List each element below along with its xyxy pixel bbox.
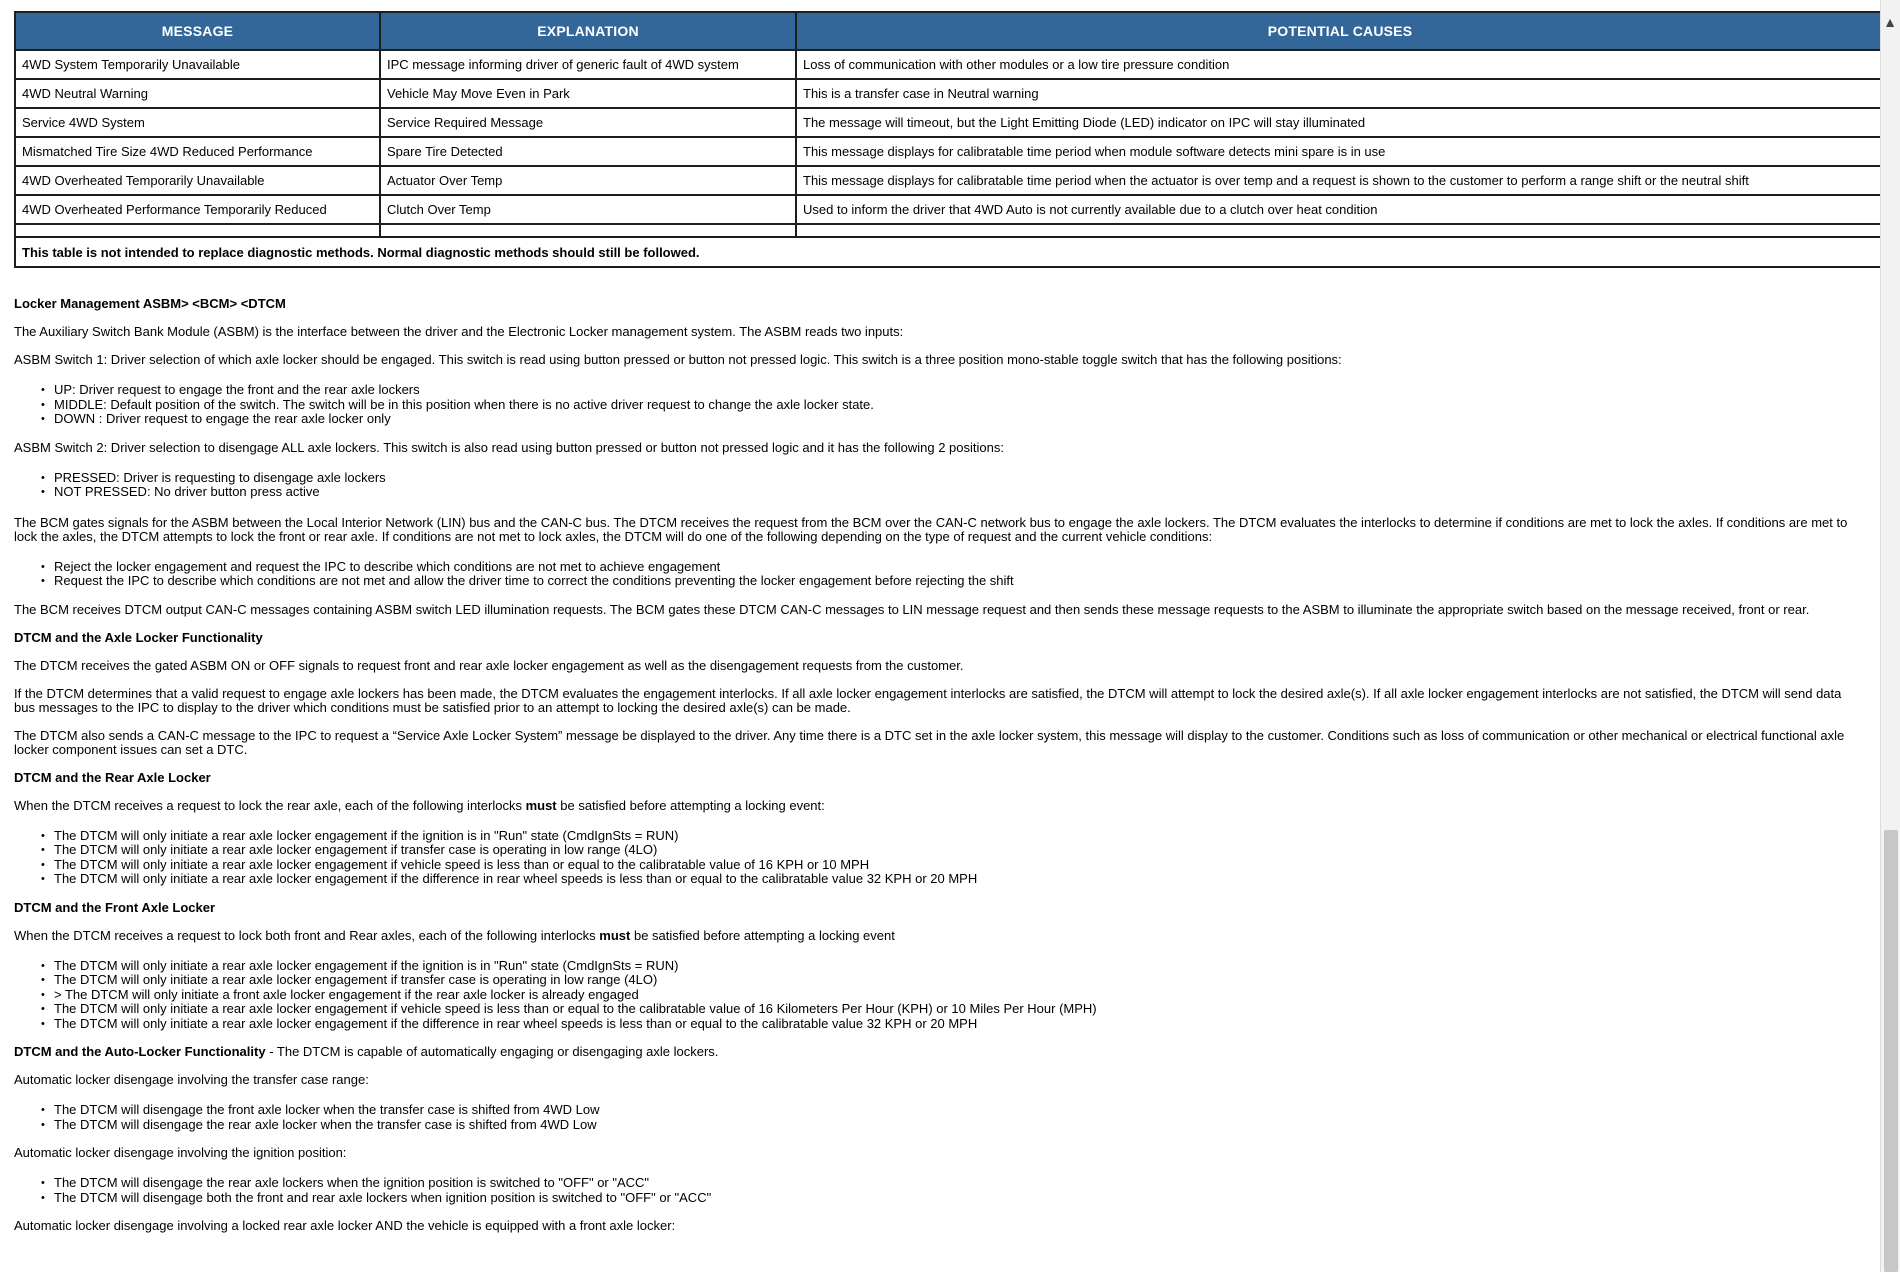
list-item: • The DTCM will only initiate a rear axle locker engagement if transfer case is operating in low range (4LO) bbox=[54, 973, 1874, 988]
paragraph-auto-locked-rear: Automatic locker disengage involving a locked rear axle locker AND the vehicle is equipped with a front axle locker: bbox=[14, 1218, 676, 1233]
cell-explanation: IPC message informing driver of generic fault of 4WD system bbox=[380, 50, 796, 79]
cell-message: 4WD Neutral Warning bbox=[15, 79, 380, 108]
list-item: • MIDDLE: Default position of the switch. The switch will be in this position when there is no active driver request to change the axle locker state. bbox=[54, 398, 1874, 413]
list-item: • UP: Driver request to engage the front and the rear axle lockers bbox=[54, 383, 1874, 398]
table-note: This table is not intended to replace diagnostic methods. Normal diagnostic methods should still be followed. bbox=[15, 237, 1880, 267]
paragraph-switch2: ASBM Switch 2: Driver selection to disengage ALL axle lockers. This switch is also read using button pressed or button not pressed logic and it has the following 2 positions: bbox=[14, 439, 1004, 455]
list-item: • The DTCM will disengage the rear axle locker when the transfer case is shifted from 4WD Low bbox=[54, 1118, 1874, 1133]
paragraph-auto-locker: DTCM and the Auto-Locker Functionality - The DTCM is capable of automatically engaging or disengaging axle lockers. bbox=[14, 1044, 719, 1059]
paragraph-rear-intro: When the DTCM receives a request to lock the rear axle, each of the following interlocks must be satisfied before attempting a locking event: bbox=[14, 797, 825, 813]
section-title-front-axle-locker: DTCM and the Front Axle Locker bbox=[14, 899, 216, 915]
table-row bbox=[15, 166, 1880, 195]
message-table bbox=[14, 11, 1880, 268]
list-auto-ignition bbox=[14, 1176, 1874, 1205]
cell-explanation: Vehicle May Move Even in Park bbox=[380, 79, 796, 108]
list-item: • The DTCM will only initiate a rear axle locker engagement if the ignition is in "Run" state (CmdIgnSts = RUN) bbox=[54, 829, 1874, 844]
list-item: • The DTCM will disengage both the front and rear axle lockers when ignition position is switched to "OFF" or "ACC" bbox=[54, 1191, 1874, 1206]
scroll-up-arrow-icon[interactable]: ▲ bbox=[1883, 14, 1897, 30]
list-item: • PRESSED: Driver is requesting to disengage axle lockers bbox=[54, 471, 1874, 486]
paragraph-front-intro: When the DTCM receives a request to lock both front and Rear axles, each of the following interlocks must be satisfied before attempting a locking event bbox=[14, 927, 895, 943]
table-row bbox=[15, 137, 1880, 166]
document-body bbox=[14, 268, 1874, 1233]
list-item: • DOWN : Driver request to engage the rear axle locker only bbox=[54, 412, 1874, 427]
cell-explanation: Service Required Message bbox=[380, 108, 796, 137]
header-potential-causes: POTENTIAL CAUSES bbox=[796, 12, 1880, 50]
table-header-row bbox=[15, 12, 1880, 50]
cell-explanation: Actuator Over Temp bbox=[380, 166, 796, 195]
paragraph-axle-func-1: The DTCM receives the gated ASBM ON or OFF signals to request front and rear axle locker engagement as well as the disengagement requests from the customer. bbox=[14, 657, 964, 673]
paragraph-auto-ignition: Automatic locker disengage involving the ignition position: bbox=[14, 1145, 347, 1160]
cell-cause: This message displays for calibratable time period when the actuator is over temp and a request is shown to the customer to perform a range shift or the neutral shift bbox=[796, 166, 1880, 195]
cell-message: Mismatched Tire Size 4WD Reduced Performance bbox=[15, 137, 380, 166]
cell-cause: This is a transfer case in Neutral warning bbox=[796, 79, 1880, 108]
list-item: • The DTCM will only initiate a rear axle locker engagement if vehicle speed is less than or equal to the calibratable value of 16 KPH or 10 MPH bbox=[54, 858, 1874, 873]
list-item: • Reject the locker engagement and request the IPC to describe which conditions are not met to achieve engagement bbox=[54, 560, 1874, 575]
table-row bbox=[15, 79, 1880, 108]
list-item: • The DTCM will disengage the rear axle lockers when the ignition position is switched to "OFF" or "ACC" bbox=[54, 1176, 1874, 1191]
cell-explanation: Clutch Over Temp bbox=[380, 195, 796, 224]
cell-cause: This message displays for calibratable time period when module software detects mini spare is in use bbox=[796, 137, 1880, 166]
paragraph-bcm-receives: The BCM receives DTCM output CAN-C messages containing ASBM switch LED illumination requests. The BCM gates these DTCM CAN-C messages to LIN message request and then sends these message requests to the ASBM to illuminate the appropriate switch based on the message received, front or rear. bbox=[14, 601, 1810, 617]
section-title-axle-locker-functionality: DTCM and the Axle Locker Functionality bbox=[14, 629, 263, 645]
cell-message: 4WD Overheated Temporarily Unavailable bbox=[15, 166, 380, 195]
list-rear-interlocks bbox=[14, 829, 1874, 887]
cell-message: 4WD System Temporarily Unavailable bbox=[15, 50, 380, 79]
table-row bbox=[15, 108, 1880, 137]
paragraph-switch1: ASBM Switch 1: Driver selection of which axle locker should be engaged. This switch is read using button pressed or button not pressed logic. This switch is a three position mono-stable toggle switch that has the following positions: bbox=[14, 352, 1342, 367]
table-row bbox=[15, 50, 1880, 79]
list-item: • The DTCM will only initiate a rear axle locker engagement if the ignition is in "Run" state (CmdIgnSts = RUN) bbox=[54, 959, 1874, 974]
list-item: • The DTCM will only initiate a rear axle locker engagement if transfer case is operating in low range (4LO) bbox=[54, 843, 1874, 858]
cell-cause: Loss of communication with other modules or a low tire pressure condition bbox=[796, 50, 1880, 79]
paragraph-axle-func-2: If the DTCM determines that a valid request to engage axle lockers has been made, the DTCM evaluates the engagement interlocks. If all axle locker engagement interlocks are satisfied, the DTCM will attempt to lock the desired axle(s). If all axle locker engagement interlocks are not satisfied, the DTCM will send data bus messages to the IPC to display to the driver which conditions must be satisfied prior to an attempt to locking the desired axle(s) can be made. bbox=[14, 685, 1842, 715]
paragraph-axle-func-3: The DTCM also sends a CAN-C message to the IPC to request a “Service Axle Locker System” message be displayed to the driver. Any time there is a DTC set in the axle locker system, this message will display to the customer. Conditions such as loss of communication or other mechanical or electrical functional axle locker component issues can set a DTC. bbox=[14, 727, 1845, 757]
table-row-empty bbox=[15, 224, 1880, 237]
paragraph-bcm-gates: The BCM gates signals for the ASBM between the Local Interior Network (LIN) bus and the CAN-C bus. The DTCM receives the request from the BCM over the CAN-C network bus to engage the axle lockers. The DTCM evaluates the interlocks to determine if conditions are met to lock the axles. If conditions are met to lock the axles, the DTCM attempts to lock the front or rear axle. If conditions are not met to lock axles, the DTCM will do one of the following depending on the type of request and the current vehicle conditions: bbox=[14, 514, 1848, 544]
section-title-locker-management: Locker Management ASBM> <BCM> <DTCM bbox=[14, 296, 286, 311]
list-auto-transfer-case bbox=[14, 1103, 1874, 1132]
list-item: • NOT PRESSED: No driver button press active bbox=[54, 485, 1874, 500]
table-row bbox=[15, 195, 1880, 224]
cell-cause: The message will timeout, but the Light Emitting Diode (LED) indicator on IPC will stay illuminated bbox=[796, 108, 1880, 137]
cell-message: Service 4WD System bbox=[15, 108, 380, 137]
paragraph-asbm-intro: The Auxiliary Switch Bank Module (ASBM) is the interface between the driver and the Electronic Locker management system. The ASBM reads two inputs: bbox=[14, 324, 904, 339]
list-item: • Request the IPC to describe which conditions are not met and allow the driver time to correct the conditions preventing the locker engagement before rejecting the shift bbox=[54, 574, 1874, 589]
list-dtcm-actions bbox=[14, 560, 1874, 589]
list-item: • The DTCM will disengage the front axle locker when the transfer case is shifted from 4WD Low bbox=[54, 1103, 1874, 1118]
header-message: MESSAGE bbox=[15, 12, 380, 50]
list-switch2-positions bbox=[14, 471, 1874, 500]
cell-explanation: Spare Tire Detected bbox=[380, 137, 796, 166]
paragraph-auto-transfer-case: Automatic locker disengage involving the transfer case range: bbox=[14, 1072, 369, 1087]
list-switch1-positions bbox=[14, 383, 1874, 427]
list-item: • The DTCM will only initiate a rear axle locker engagement if the difference in rear wheel speeds is less than or equal to the calibratable value 32 KPH or 20 MPH bbox=[54, 872, 1874, 887]
list-item: • The DTCM will only initiate a rear axle locker engagement if vehicle speed is less than or equal to the calibratable value of 16 Kilometers Per Hour (KPH) or 10 Miles Per Hour (MPH) bbox=[54, 1002, 1874, 1017]
list-item: • The DTCM will only initiate a rear axle locker engagement if the difference in rear wheel speeds is less than or equal to the calibratable value 32 KPH or 20 MPH bbox=[54, 1017, 1874, 1032]
header-explanation: EXPLANATION bbox=[380, 12, 796, 50]
scrollbar-thumb[interactable] bbox=[1884, 830, 1898, 1272]
list-front-interlocks bbox=[14, 959, 1874, 1032]
table-note-row bbox=[15, 237, 1880, 267]
section-title-rear-axle-locker: DTCM and the Rear Axle Locker bbox=[14, 769, 211, 785]
cell-cause: Used to inform the driver that 4WD Auto is not currently available due to a clutch over heat condition bbox=[796, 195, 1880, 224]
vertical-scrollbar[interactable] bbox=[1880, 0, 1900, 1272]
cell-message: 4WD Overheated Performance Temporarily Reduced bbox=[15, 195, 380, 224]
list-item: • > The DTCM will only initiate a front axle locker engagement if the rear axle locker is already engaged bbox=[54, 988, 1874, 1003]
